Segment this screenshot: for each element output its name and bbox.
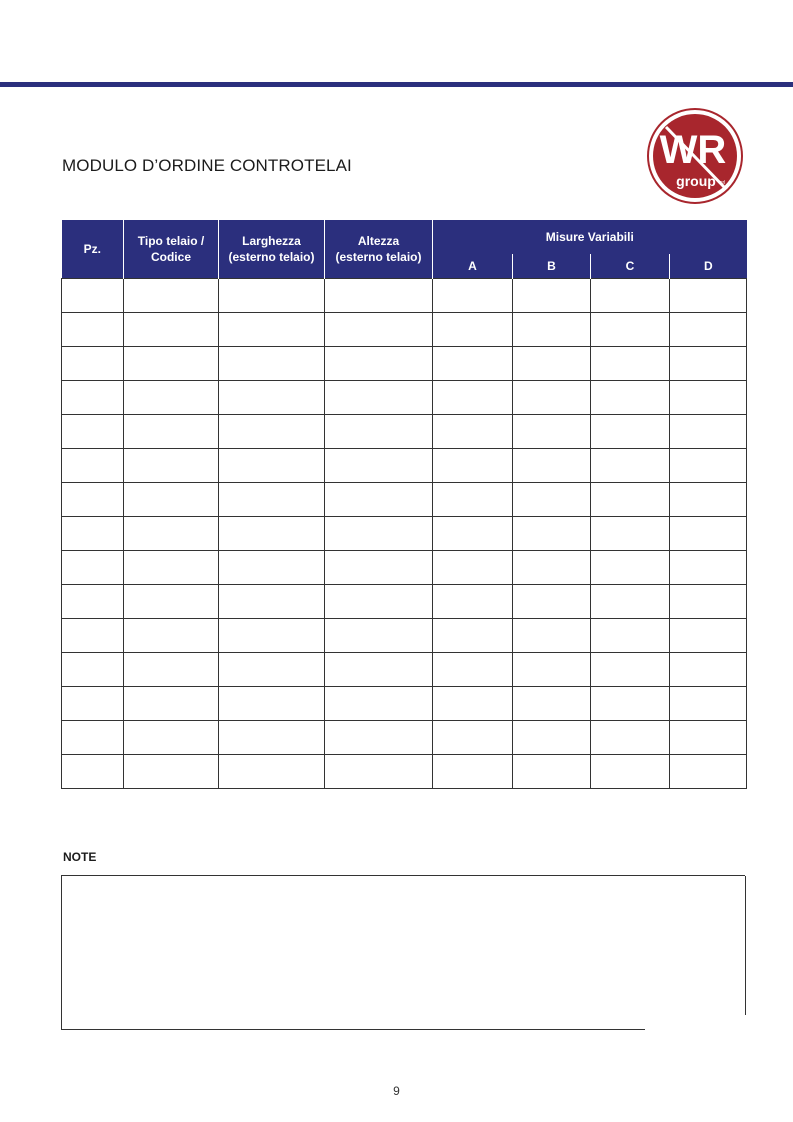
table-cell[interactable] bbox=[219, 619, 325, 653]
table-row bbox=[62, 313, 747, 347]
table-cell[interactable] bbox=[670, 313, 747, 347]
order-table-body bbox=[62, 279, 747, 789]
table-row bbox=[62, 585, 747, 619]
top-rule bbox=[0, 82, 793, 87]
table-cell[interactable] bbox=[433, 381, 513, 415]
table-cell[interactable] bbox=[591, 279, 670, 313]
table-cell[interactable] bbox=[219, 721, 325, 755]
table-cell[interactable] bbox=[124, 279, 219, 313]
note-box-bottom-border bbox=[62, 1029, 645, 1030]
table-row bbox=[62, 415, 747, 449]
table-cell[interactable] bbox=[513, 585, 591, 619]
table-cell[interactable] bbox=[219, 347, 325, 381]
table-cell[interactable] bbox=[325, 279, 433, 313]
table-cell[interactable] bbox=[433, 483, 513, 517]
table-cell[interactable] bbox=[513, 347, 591, 381]
table-cell[interactable] bbox=[591, 347, 670, 381]
table-row bbox=[62, 653, 747, 687]
table-row bbox=[62, 551, 747, 585]
table-cell[interactable] bbox=[62, 415, 124, 449]
table-row bbox=[62, 381, 747, 415]
table-cell[interactable] bbox=[62, 551, 124, 585]
table-cell[interactable] bbox=[670, 381, 747, 415]
table-row bbox=[62, 483, 747, 517]
table-cell[interactable] bbox=[433, 585, 513, 619]
table-cell[interactable] bbox=[433, 279, 513, 313]
table-cell[interactable] bbox=[591, 483, 670, 517]
table-cell[interactable] bbox=[670, 449, 747, 483]
table-cell[interactable] bbox=[591, 585, 670, 619]
table-cell[interactable] bbox=[433, 415, 513, 449]
table-cell[interactable] bbox=[513, 517, 591, 551]
table-cell[interactable] bbox=[62, 755, 124, 789]
table-cell[interactable] bbox=[124, 653, 219, 687]
table-cell[interactable] bbox=[219, 687, 325, 721]
table-cell[interactable] bbox=[124, 517, 219, 551]
table-cell[interactable] bbox=[219, 585, 325, 619]
table-row bbox=[62, 721, 747, 755]
table-cell[interactable] bbox=[325, 415, 433, 449]
table-cell[interactable] bbox=[219, 653, 325, 687]
table-cell[interactable] bbox=[513, 381, 591, 415]
table-cell[interactable] bbox=[325, 313, 433, 347]
table-row bbox=[62, 755, 747, 789]
table-cell[interactable] bbox=[591, 381, 670, 415]
header-a: A bbox=[433, 254, 513, 279]
table-cell[interactable] bbox=[124, 721, 219, 755]
table-cell[interactable] bbox=[124, 551, 219, 585]
table-cell[interactable] bbox=[513, 449, 591, 483]
table-cell[interactable] bbox=[433, 721, 513, 755]
table-cell[interactable] bbox=[62, 721, 124, 755]
table-cell[interactable] bbox=[591, 551, 670, 585]
table-cell[interactable] bbox=[124, 449, 219, 483]
table-cell[interactable] bbox=[591, 687, 670, 721]
table-cell[interactable] bbox=[670, 755, 747, 789]
table-cell[interactable] bbox=[124, 483, 219, 517]
table-cell[interactable] bbox=[513, 755, 591, 789]
note-box[interactable] bbox=[61, 875, 745, 1030]
table-cell[interactable] bbox=[124, 381, 219, 415]
table-cell[interactable] bbox=[62, 653, 124, 687]
table-cell[interactable] bbox=[433, 517, 513, 551]
header-tipo-telaio: Tipo telaio / Codice bbox=[124, 220, 219, 279]
table-cell[interactable] bbox=[325, 347, 433, 381]
table-cell[interactable] bbox=[62, 619, 124, 653]
table-cell[interactable] bbox=[62, 279, 124, 313]
table-cell[interactable] bbox=[325, 755, 433, 789]
table-cell[interactable] bbox=[670, 483, 747, 517]
table-cell[interactable] bbox=[670, 619, 747, 653]
table-cell[interactable] bbox=[325, 551, 433, 585]
table-cell[interactable] bbox=[219, 449, 325, 483]
table-cell[interactable] bbox=[219, 279, 325, 313]
table-cell[interactable] bbox=[325, 449, 433, 483]
header-misure-variabili: Misure Variabili bbox=[433, 220, 747, 254]
table-cell[interactable] bbox=[670, 279, 747, 313]
table-cell[interactable] bbox=[591, 721, 670, 755]
table-cell[interactable] bbox=[433, 653, 513, 687]
table-cell[interactable] bbox=[513, 721, 591, 755]
table-cell[interactable] bbox=[62, 347, 124, 381]
table-row bbox=[62, 619, 747, 653]
table-cell[interactable] bbox=[433, 449, 513, 483]
order-table bbox=[61, 220, 747, 789]
table-cell[interactable] bbox=[433, 551, 513, 585]
table-row bbox=[62, 347, 747, 381]
table-cell[interactable] bbox=[219, 755, 325, 789]
table-cell[interactable] bbox=[513, 619, 591, 653]
table-cell[interactable] bbox=[62, 449, 124, 483]
table-cell[interactable] bbox=[433, 313, 513, 347]
table-cell[interactable] bbox=[219, 313, 325, 347]
table-cell[interactable] bbox=[62, 381, 124, 415]
header-pz: Pz. bbox=[62, 220, 124, 279]
table-cell[interactable] bbox=[62, 687, 124, 721]
table-cell[interactable] bbox=[325, 721, 433, 755]
table-cell[interactable] bbox=[62, 313, 124, 347]
table-cell[interactable] bbox=[433, 755, 513, 789]
table-cell[interactable] bbox=[670, 415, 747, 449]
logo-text-suffix: srl bbox=[720, 180, 726, 186]
table-cell[interactable] bbox=[591, 755, 670, 789]
table-cell[interactable] bbox=[325, 381, 433, 415]
table-cell[interactable] bbox=[325, 585, 433, 619]
table-cell[interactable] bbox=[513, 687, 591, 721]
logo-text-sub: group bbox=[676, 173, 716, 189]
table-cell[interactable] bbox=[670, 585, 747, 619]
table-row bbox=[62, 517, 747, 551]
table-cell[interactable] bbox=[325, 483, 433, 517]
table-cell[interactable] bbox=[124, 313, 219, 347]
table-cell[interactable] bbox=[433, 347, 513, 381]
table-cell[interactable] bbox=[433, 619, 513, 653]
table-cell[interactable] bbox=[124, 585, 219, 619]
table-cell[interactable] bbox=[513, 415, 591, 449]
table-cell[interactable] bbox=[219, 483, 325, 517]
table-cell[interactable] bbox=[670, 687, 747, 721]
wr-group-logo bbox=[646, 107, 744, 205]
table-cell[interactable] bbox=[325, 687, 433, 721]
table-cell[interactable] bbox=[219, 551, 325, 585]
table-cell[interactable] bbox=[670, 653, 747, 687]
page-number: 9 bbox=[393, 1084, 400, 1098]
table-cell[interactable] bbox=[433, 687, 513, 721]
table-cell[interactable] bbox=[325, 653, 433, 687]
table-cell[interactable] bbox=[591, 517, 670, 551]
table-cell[interactable] bbox=[591, 619, 670, 653]
header-altezza: Altezza (esterno telaio) bbox=[325, 220, 433, 279]
table-cell[interactable] bbox=[513, 653, 591, 687]
table-row bbox=[62, 279, 747, 313]
table-cell[interactable] bbox=[62, 517, 124, 551]
table-cell[interactable] bbox=[513, 313, 591, 347]
note-box-right-border bbox=[745, 876, 746, 1015]
header-c: C bbox=[591, 254, 670, 279]
table-row bbox=[62, 687, 747, 721]
table-cell[interactable] bbox=[591, 449, 670, 483]
table-row bbox=[62, 449, 747, 483]
table-cell[interactable] bbox=[325, 517, 433, 551]
header-d: D bbox=[670, 254, 747, 279]
table-cell[interactable] bbox=[591, 653, 670, 687]
table-cell[interactable] bbox=[62, 483, 124, 517]
table-cell[interactable] bbox=[591, 313, 670, 347]
table-cell[interactable] bbox=[124, 347, 219, 381]
table-cell[interactable] bbox=[124, 687, 219, 721]
note-label: NOTE bbox=[63, 850, 97, 864]
header-b: B bbox=[513, 254, 591, 279]
table-cell[interactable] bbox=[670, 517, 747, 551]
table-cell[interactable] bbox=[124, 415, 219, 449]
logo-text-main: WR bbox=[659, 128, 727, 172]
table-cell[interactable] bbox=[513, 279, 591, 313]
table-cell[interactable] bbox=[513, 483, 591, 517]
table-cell[interactable] bbox=[670, 551, 747, 585]
table-cell[interactable] bbox=[591, 415, 670, 449]
table-cell[interactable] bbox=[124, 755, 219, 789]
table-cell[interactable] bbox=[670, 721, 747, 755]
table-cell[interactable] bbox=[124, 619, 219, 653]
page-title: MODULO D’ORDINE CONTROTELAI bbox=[62, 156, 352, 175]
table-cell[interactable] bbox=[513, 551, 591, 585]
table-cell[interactable] bbox=[670, 347, 747, 381]
table-cell[interactable] bbox=[219, 415, 325, 449]
table-cell[interactable] bbox=[219, 517, 325, 551]
table-cell[interactable] bbox=[62, 585, 124, 619]
header-larghezza: Larghezza (esterno telaio) bbox=[219, 220, 325, 279]
table-cell[interactable] bbox=[325, 619, 433, 653]
table-cell[interactable] bbox=[219, 381, 325, 415]
